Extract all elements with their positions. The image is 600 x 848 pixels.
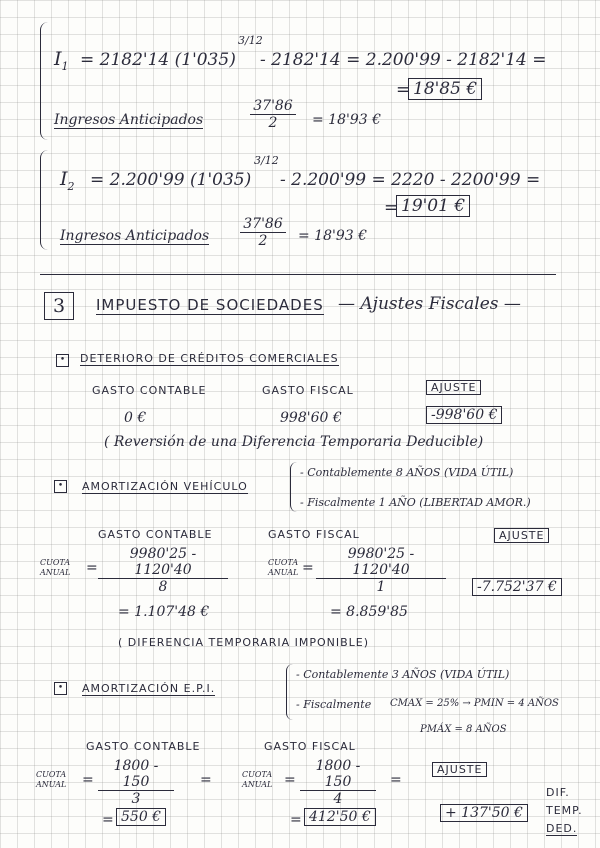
epi-eq-2: = — [284, 772, 296, 788]
det-note: ( Reversión de una Diferencia Temporaria Deducible) — [104, 434, 484, 450]
i2-expression: = 2.200'99 (1'035) — [90, 170, 252, 190]
epi-eq-res-2: = — [290, 812, 302, 828]
i2-ingresos-result: = 18'93 € — [298, 228, 368, 244]
epi-eq-a: = — [200, 772, 212, 788]
veh-cuota-label-1: CUOTA ANUAL — [40, 558, 71, 577]
i1-ingresos-fraction — [250, 98, 296, 131]
i1-symbol: $I_1$ — [54, 48, 69, 73]
i1-eq2: = — [396, 80, 411, 100]
det-ajuste-value: -998'60 € — [426, 406, 502, 424]
i2-eq2: = — [384, 198, 399, 218]
veh-gasto-fiscal-label: GASTO FISCAL — [268, 528, 360, 541]
i1-ingresos-label: Ingresos Anticipados — [54, 112, 204, 128]
epi-gasto-contable-label: GASTO CONTABLE — [86, 740, 201, 753]
veh-result-2: = 8.859'85 — [330, 604, 408, 620]
det-ajuste-label: AJUSTE — [426, 380, 481, 395]
i1-frac-num: 37'86 — [250, 98, 296, 115]
epi-dif: DIF. — [546, 786, 570, 799]
brace-i1 — [40, 22, 49, 140]
i1-result: 18'85 € — [408, 78, 482, 100]
i2-symbol: $I_2$ — [60, 168, 75, 193]
epi-cuota-label-1: CUOTA ANUAL — [36, 770, 67, 789]
vehiculo-title: AMORTIZACIÓN VEHÍCULO — [82, 480, 248, 493]
i2-ingresos-label: Ingresos Anticipados — [60, 228, 210, 244]
veh-fraction-1 — [98, 546, 228, 595]
epi-fraction-1 — [98, 758, 174, 807]
brace-i2 — [40, 150, 49, 250]
section-title: IMPUESTO DE SOCIEDADES — [96, 296, 324, 314]
i1-expression: = 2182'14 (1'035) — [80, 50, 236, 70]
i2-frac-num: 37'86 — [240, 216, 286, 233]
epi-frac1-den: 3 — [131, 791, 141, 807]
section-divider — [40, 274, 556, 275]
epi-eq-1: = — [82, 772, 94, 788]
i1-frac-den: 2 — [268, 115, 278, 131]
veh-fraction-2 — [316, 546, 446, 595]
section-subtitle: — Ajustes Fiscales — — [338, 294, 521, 314]
epi-temp: TEMP. — [546, 804, 583, 817]
det-fiscal-value: 998'60 € — [280, 410, 342, 426]
veh-frac2-den: 1 — [376, 579, 386, 595]
epi-gasto-fiscal-label: GASTO FISCAL — [264, 740, 356, 753]
veh-cuota-label-2: CUOTA ANUAL — [268, 558, 299, 577]
i1-rest: - 2182'14 = 2.200'99 - 2182'14 = — [260, 50, 547, 70]
epi-result-2: 412'50 € — [304, 808, 376, 826]
epi-title: AMORTIZACIÓN E.P.I. — [82, 682, 216, 695]
epi-ajuste-value: + 137'50 € — [440, 804, 528, 822]
veh-frac2-num: 9980'25 - 1120'40 — [316, 546, 446, 579]
i2-ingresos-fraction — [240, 216, 286, 249]
epi-fraction-2 — [300, 758, 376, 807]
epi-bullet: • — [54, 682, 67, 695]
veh-ajuste-value: -7.752'37 € — [472, 578, 562, 596]
i2-frac-den: 2 — [258, 233, 268, 249]
epi-brace — [286, 664, 293, 720]
epi-frac2-den: 4 — [333, 791, 343, 807]
veh-eq-2: = — [302, 560, 314, 576]
epi-fisc: - Fiscalmente — [296, 698, 372, 711]
epi-cmax: CMAX = 25% → PMIN = 4 AÑOS — [390, 698, 559, 709]
veh-note: ( DIFERENCIA TEMPORARIA IMPONIBLE) — [118, 636, 370, 649]
deterioro-title: DETERIORO DE CRÉDITOS COMERCIALES — [80, 352, 339, 365]
veh-gasto-contable-label: GASTO CONTABLE — [98, 528, 213, 541]
det-contable-value: 0 € — [124, 410, 147, 426]
vehiculo-bullet: • — [54, 480, 67, 493]
i2-rest: - 2.200'99 = 2220 - 2200'99 = — [280, 170, 541, 190]
epi-ded: DED. — [546, 822, 578, 835]
i2-exponent: 3/12 — [254, 154, 279, 167]
veh-frac1-den: 8 — [158, 579, 168, 595]
epi-pmax: PMÁX = 8 AÑOS — [420, 724, 507, 735]
section-number: 3 — [44, 292, 74, 320]
deterioro-bullet: • — [56, 354, 69, 367]
det-gasto-fiscal-label: GASTO FISCAL — [262, 384, 354, 397]
i1-exponent: 3/12 — [238, 34, 263, 47]
epi-frac2-num: 1800 - 150 — [300, 758, 376, 791]
veh-frac1-num: 9980'25 - 1120'40 — [98, 546, 228, 579]
det-gasto-contable-label: GASTO CONTABLE — [92, 384, 207, 397]
i2-result: 19'01 € — [396, 195, 470, 217]
i1-ingresos-result: = 18'93 € — [312, 112, 382, 128]
epi-eq-res-1: = — [102, 812, 114, 828]
vehiculo-brace — [290, 462, 297, 512]
epi-cuota-label-2: CUOTA ANUAL — [242, 770, 273, 789]
epi-eq-b: = — [390, 772, 402, 788]
veh-eq-1: = — [86, 560, 98, 576]
veh-result-1: = 1.107'48 € — [118, 604, 210, 620]
epi-frac1-num: 1800 - 150 — [98, 758, 174, 791]
epi-ajuste-label: AJUSTE — [432, 762, 487, 777]
vehiculo-cont: - Contablemente 8 AÑOS (VIDA ÚTIL) — [300, 466, 514, 479]
epi-cont: - Contablemente 3 AÑOS (VIDA ÚTIL) — [296, 668, 510, 681]
epi-result-1: 550 € — [116, 808, 166, 826]
vehiculo-fisc: - Fiscalmente 1 AÑO (LIBERTAD AMOR.) — [300, 496, 531, 509]
veh-ajuste-label: AJUSTE — [494, 528, 549, 543]
